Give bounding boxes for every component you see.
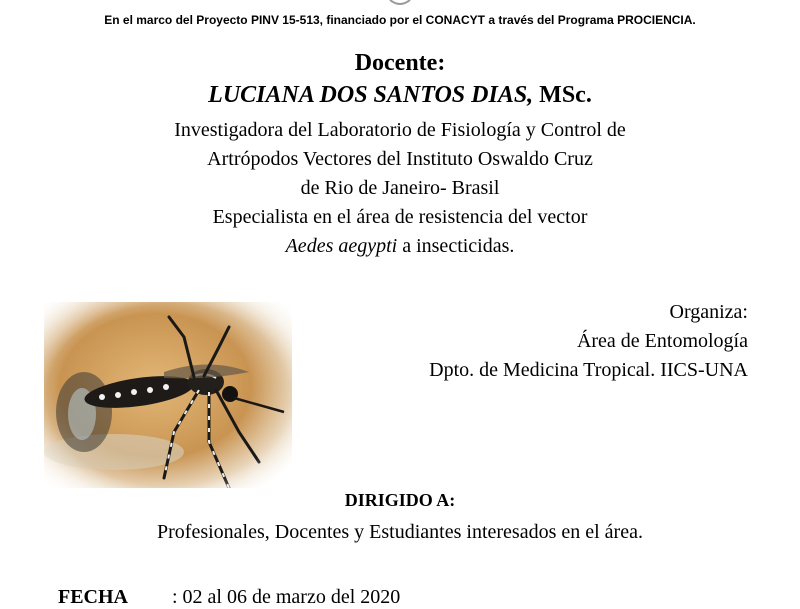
speaker-line: [0, 82, 800, 109]
species-name: Aedes aegypti: [285, 235, 398, 257]
mosquito-photo: [44, 302, 292, 488]
bio-line: [0, 232, 800, 261]
organizer-department: Dpto. de Medicina Tropical. IICS-UNA: [429, 359, 748, 381]
bio-line: Especialista en el área de resistencia del vector: [212, 206, 588, 228]
project-funding-note: En el marco del Proyecto PINV 15-513, financiado por el CONACYT a través del Programa PROCIENCIA.: [104, 13, 696, 27]
bio-line: Artrópodos Vectores del Instituto Oswaldo Cruz: [207, 148, 593, 170]
logo-fragment: [370, 0, 430, 8]
bio-line: Investigadora del Laboratorio de Fisiología y Control de: [174, 119, 626, 141]
organizer-block: [429, 298, 748, 385]
organiza-label: Organiza:: [669, 301, 748, 323]
speaker-degree: MSc.: [539, 82, 592, 108]
date-value: : 02 al 06 de marzo del 2020: [172, 586, 401, 608]
date-label: FECHA: [58, 586, 128, 608]
bio-line-rest: a insecticidas.: [397, 235, 515, 257]
docente-heading: Docente:: [354, 50, 446, 76]
audience-heading: DIRIGIDO A:: [344, 490, 456, 510]
audience-text: Profesionales, Docentes y Estudiantes interesados en el área.: [157, 521, 643, 543]
bio-line: de Rio de Janeiro- Brasil: [300, 177, 500, 199]
speaker-name: LUCIANA DOS SANTOS DIAS,: [208, 82, 534, 108]
organizer-area: Área de Entomología: [576, 330, 748, 352]
date-line: [58, 586, 400, 609]
